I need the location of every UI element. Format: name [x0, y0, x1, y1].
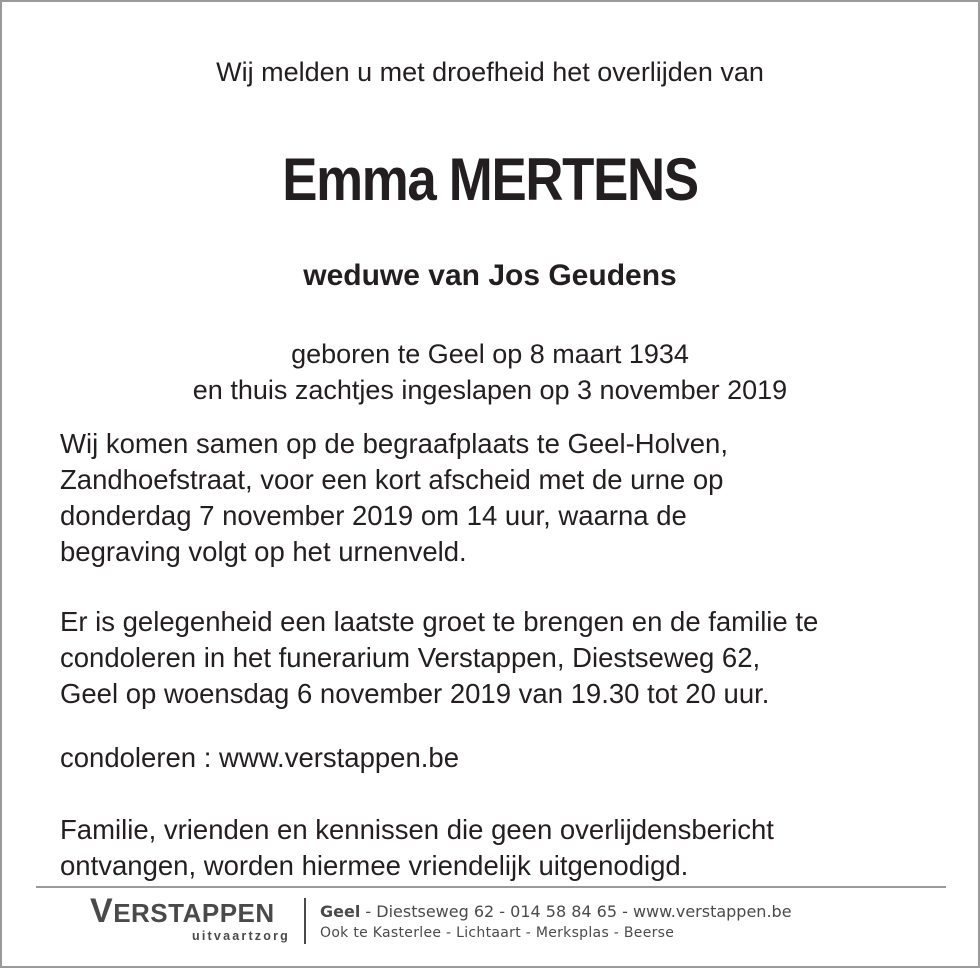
condolence-paragraph [60, 604, 940, 712]
contact-details: - Diestseweg 62 - 014 58 84 65 - www.verstappen.be [360, 902, 792, 921]
footer-separator [304, 898, 306, 944]
paragraph-line: Familie, vrienden en kennissen die geen overlijdensbericht [60, 814, 774, 845]
locations-line: Ook te Kasterlee - Lichtaart - Merksplas - Beerse [320, 925, 675, 941]
paragraph-line: Zandhoefstraat, voor een kort afscheid met de urne op [60, 464, 724, 495]
contact-line [320, 901, 792, 923]
birth-line: geboren te Geel op 8 maart 1934 [291, 339, 689, 369]
contact-city: Geel [320, 902, 361, 921]
paragraph-line: ontvangen, worden hiermee vriendelijk uitgenodigd. [60, 850, 689, 881]
paragraph-line: begraving volgt op het urnenveld. [60, 536, 467, 567]
logo-initial: V [90, 892, 114, 930]
deceased-name: Emma MERTENS [282, 146, 698, 213]
paragraph-line: condoleren in het funerarium Verstappen, Diestseweg 62, [60, 642, 761, 673]
logo-rest: ERSTAPPEN [113, 898, 275, 928]
paragraph-line: Geel op woensdag 6 november 2019 van 19.30 tot 20 uur. [60, 678, 770, 709]
invitation-paragraph [60, 812, 940, 884]
ceremony-paragraph [60, 426, 940, 570]
logo-wordmark [90, 892, 290, 930]
funeral-home-logo [90, 892, 290, 944]
paragraph-line: Er is gelegenheid een laatste groet te brengen en de familie te [60, 606, 819, 637]
intro-text: Wij melden u met droefheid het overlijden van [216, 57, 764, 87]
logo-subtitle: uitvaartzorg [192, 929, 290, 943]
paragraph-line: Wij komen samen op de begraafplaats te Geel-Holven, [60, 428, 728, 459]
footer-divider [36, 886, 946, 888]
paragraph-line: donderdag 7 november 2019 om 14 uur, waarna de [60, 500, 687, 531]
footer-contact [320, 901, 792, 943]
online-condolence: condoleren : www.verstappen.be [60, 742, 459, 773]
death-line: en thuis zachtjes ingeslapen op 3 november 2019 [192, 375, 788, 405]
spouse-line: weduwe van Jos Geudens [303, 259, 677, 292]
life-dates [2, 336, 978, 408]
